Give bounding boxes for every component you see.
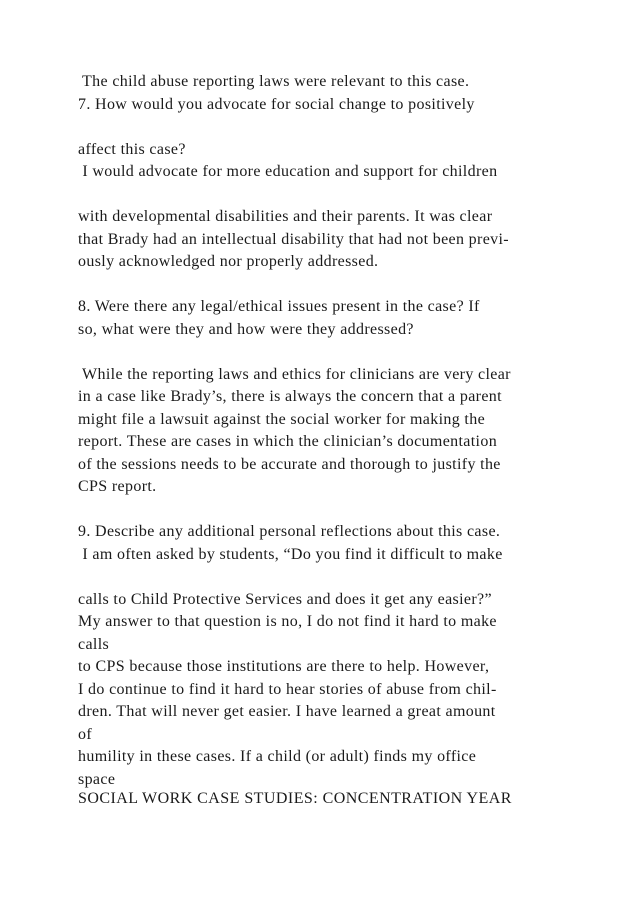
blank-line xyxy=(78,274,623,297)
text-line: I do continue to find it hard to hear stories of abuse from chil- xyxy=(78,680,497,698)
text-line: While the reporting laws and ethics for clinicians are very clear xyxy=(78,365,511,383)
text-line: dren. That will never get easier. I have learned a great amount xyxy=(78,703,496,720)
text-line: that Brady had an intellectual disability that had not been previ- xyxy=(78,230,509,248)
blank-line xyxy=(78,184,623,207)
text-line: calls to Child Protective Services and does it get any easier?” xyxy=(78,590,492,608)
blank-line xyxy=(78,341,623,364)
text-line: might file a lawsuit against the social worker for making the xyxy=(78,410,486,428)
text-line: I would advocate for more education and support for children xyxy=(78,163,498,180)
text-line: affect this case? xyxy=(78,140,186,158)
text-line: The child abuse reporting laws were relevant to this case. xyxy=(78,73,470,90)
text-line: so, what were they and how were they addressed? xyxy=(78,320,414,338)
text-line: ously acknowledged nor properly addressed. xyxy=(78,253,379,270)
text-line: space xyxy=(78,770,116,788)
text-line: CPS report. xyxy=(78,478,157,495)
text-line: report. These are cases in which the clinician’s documentation xyxy=(78,433,498,450)
blank-line xyxy=(78,499,623,522)
text-line: 9. Describe any additional personal reflections about this case. xyxy=(78,523,501,540)
text-line: 8. Were there any legal/ethical issues present in the case? If xyxy=(78,298,480,315)
text-line: to CPS because those institutions are there to help. However, xyxy=(78,658,490,675)
text-line: of the sessions needs to be accurate and thorough to justify the xyxy=(78,455,501,473)
running-footer: SOCIAL WORK CASE STUDIES: CONCENTRATION YEAR xyxy=(78,790,512,807)
text-line: 7. How would you advocate for social change to positively xyxy=(78,95,475,113)
blank-line xyxy=(78,566,623,589)
text-line: of xyxy=(78,725,93,743)
text-line: I am often asked by students, “Do you find it difficult to make xyxy=(78,545,503,563)
text-line: calls xyxy=(78,635,110,653)
text-line: with developmental disabilities and their parents. It was clear xyxy=(78,208,493,225)
text-line: humility in these cases. If a child (or adult) finds my office xyxy=(78,748,477,765)
text-line: My answer to that question is no, I do not find it hard to make xyxy=(78,613,497,630)
text-line: in a case like Brady’s, there is always the concern that a parent xyxy=(78,388,502,405)
blank-line xyxy=(78,116,623,139)
body-text xyxy=(78,71,623,791)
